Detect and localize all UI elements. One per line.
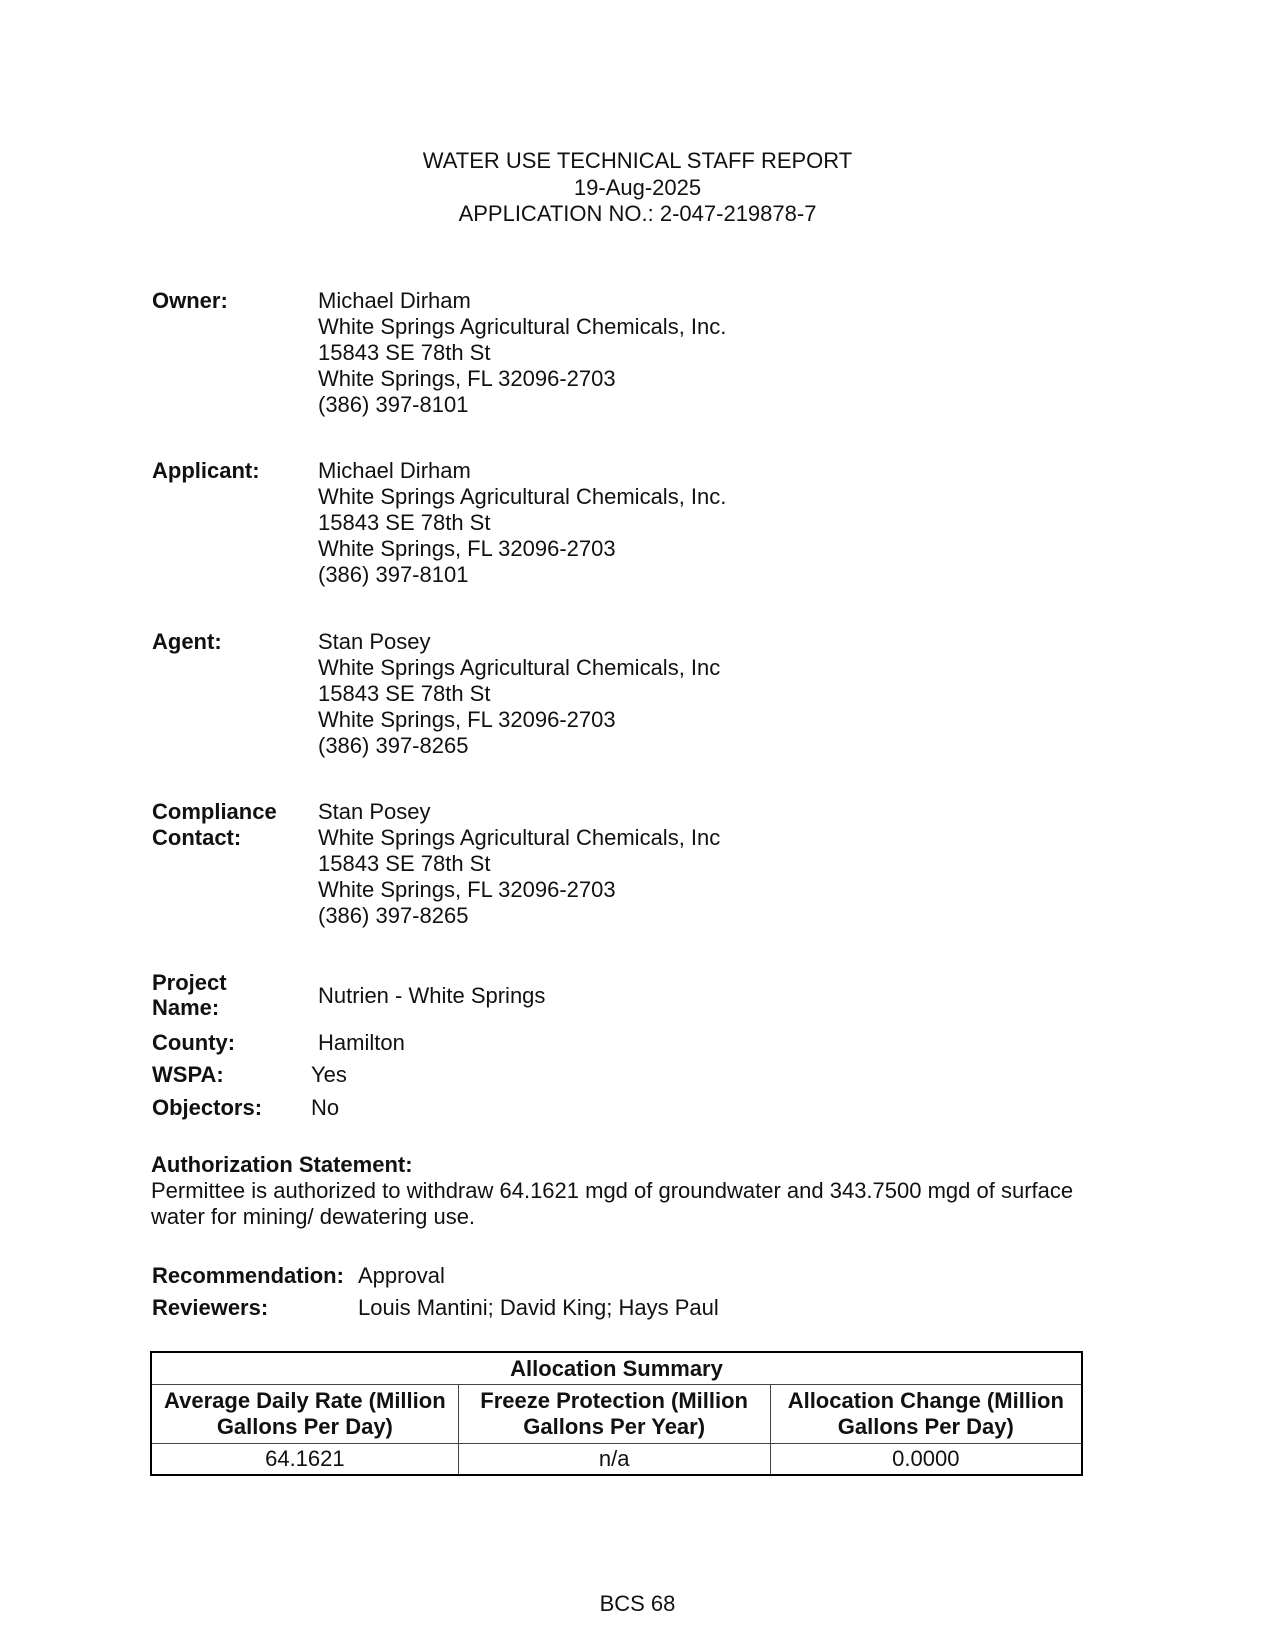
project-name-label xyxy=(152,970,227,1020)
column-header-freeze-protection: Freeze Protection (Million Gallons Per Year) xyxy=(458,1385,770,1444)
cell-freeze-protection: n/a xyxy=(458,1444,770,1476)
project-label-line1: Project xyxy=(152,970,227,995)
project-label-line2: Name: xyxy=(152,995,220,1020)
compliance-label-line1: Compliance xyxy=(152,799,277,824)
agent-name: Stan Posey xyxy=(318,629,431,654)
reviewers-label: Reviewers: xyxy=(152,1295,269,1320)
owner-name: Michael Dirham xyxy=(318,288,471,313)
report-date: 19-Aug-2025 xyxy=(573,174,702,200)
applicant-name: Michael Dirham xyxy=(318,458,471,483)
applicant-details xyxy=(318,458,726,588)
compliance-details xyxy=(318,799,720,929)
owner-street: 15843 SE 78th St xyxy=(318,340,491,365)
allocation-summary-table xyxy=(150,1351,1083,1476)
applicant-company: White Springs Agricultural Chemicals, Inc. xyxy=(318,484,727,509)
owner-company: White Springs Agricultural Chemicals, Inc. xyxy=(318,314,727,339)
project-name: Nutrien - White Springs xyxy=(318,983,546,1008)
owner-city: White Springs, FL 32096-2703 xyxy=(318,366,616,391)
owner-label: Owner: xyxy=(152,288,228,313)
compliance-contact-label xyxy=(152,799,277,851)
cell-allocation-change: 0.0000 xyxy=(770,1444,1082,1476)
agent-phone: (386) 397-8265 xyxy=(318,733,469,758)
report-header xyxy=(0,148,1275,228)
column-header-average-daily-rate: Average Daily Rate (Million Gallons Per Day) xyxy=(151,1385,458,1444)
owner-details xyxy=(318,288,726,418)
compliance-name: Stan Posey xyxy=(318,799,431,824)
authorization-heading: Authorization Statement: xyxy=(151,1152,413,1177)
authorization-text: Permittee is authorized to withdraw 64.1621 mgd of groundwater and 343.7500 mgd of surface water for mining/ dewatering use. xyxy=(151,1178,1074,1229)
compliance-street: 15843 SE 78th St xyxy=(318,851,491,876)
allocation-summary-caption: Allocation Summary xyxy=(151,1352,1082,1385)
compliance-company: White Springs Agricultural Chemicals, Inc xyxy=(318,825,721,850)
wspa-value: Yes xyxy=(311,1062,347,1087)
compliance-phone: (386) 397-8265 xyxy=(318,903,469,928)
objectors-value: No xyxy=(311,1095,340,1120)
report-title: WATER USE TECHNICAL STAFF REPORT xyxy=(422,148,853,173)
county-label: County: xyxy=(152,1030,236,1055)
applicant-phone: (386) 397-8101 xyxy=(318,562,469,587)
cell-average-daily-rate: 64.1621 xyxy=(151,1444,458,1476)
agent-company: White Springs Agricultural Chemicals, Inc xyxy=(318,655,721,680)
applicant-street: 15843 SE 78th St xyxy=(318,510,491,535)
table-row xyxy=(151,1444,1082,1476)
objectors-label: Objectors: xyxy=(152,1095,263,1120)
county-value: Hamilton xyxy=(318,1030,405,1055)
column-header-allocation-change: Allocation Change (Million Gallons Per Day) xyxy=(770,1385,1082,1444)
recommendation-value: Approval xyxy=(358,1263,445,1288)
agent-label: Agent: xyxy=(152,629,222,654)
agent-street: 15843 SE 78th St xyxy=(318,681,491,706)
reviewers-value: Louis Mantini; David King; Hays Paul xyxy=(358,1295,719,1320)
application-number: APPLICATION NO.: 2-047-219878-7 xyxy=(458,201,817,226)
wspa-label: WSPA: xyxy=(152,1062,224,1087)
recommendation-label: Recommendation: xyxy=(152,1263,344,1288)
agent-city: White Springs, FL 32096-2703 xyxy=(318,707,616,732)
applicant-label: Applicant: xyxy=(152,458,260,483)
compliance-city: White Springs, FL 32096-2703 xyxy=(318,877,616,902)
agent-details xyxy=(318,629,720,759)
page-footer-label: BCS 68 xyxy=(599,1591,676,1616)
applicant-city: White Springs, FL 32096-2703 xyxy=(318,536,616,561)
compliance-label-line2: Contact: xyxy=(152,825,242,850)
owner-phone: (386) 397-8101 xyxy=(318,392,469,417)
